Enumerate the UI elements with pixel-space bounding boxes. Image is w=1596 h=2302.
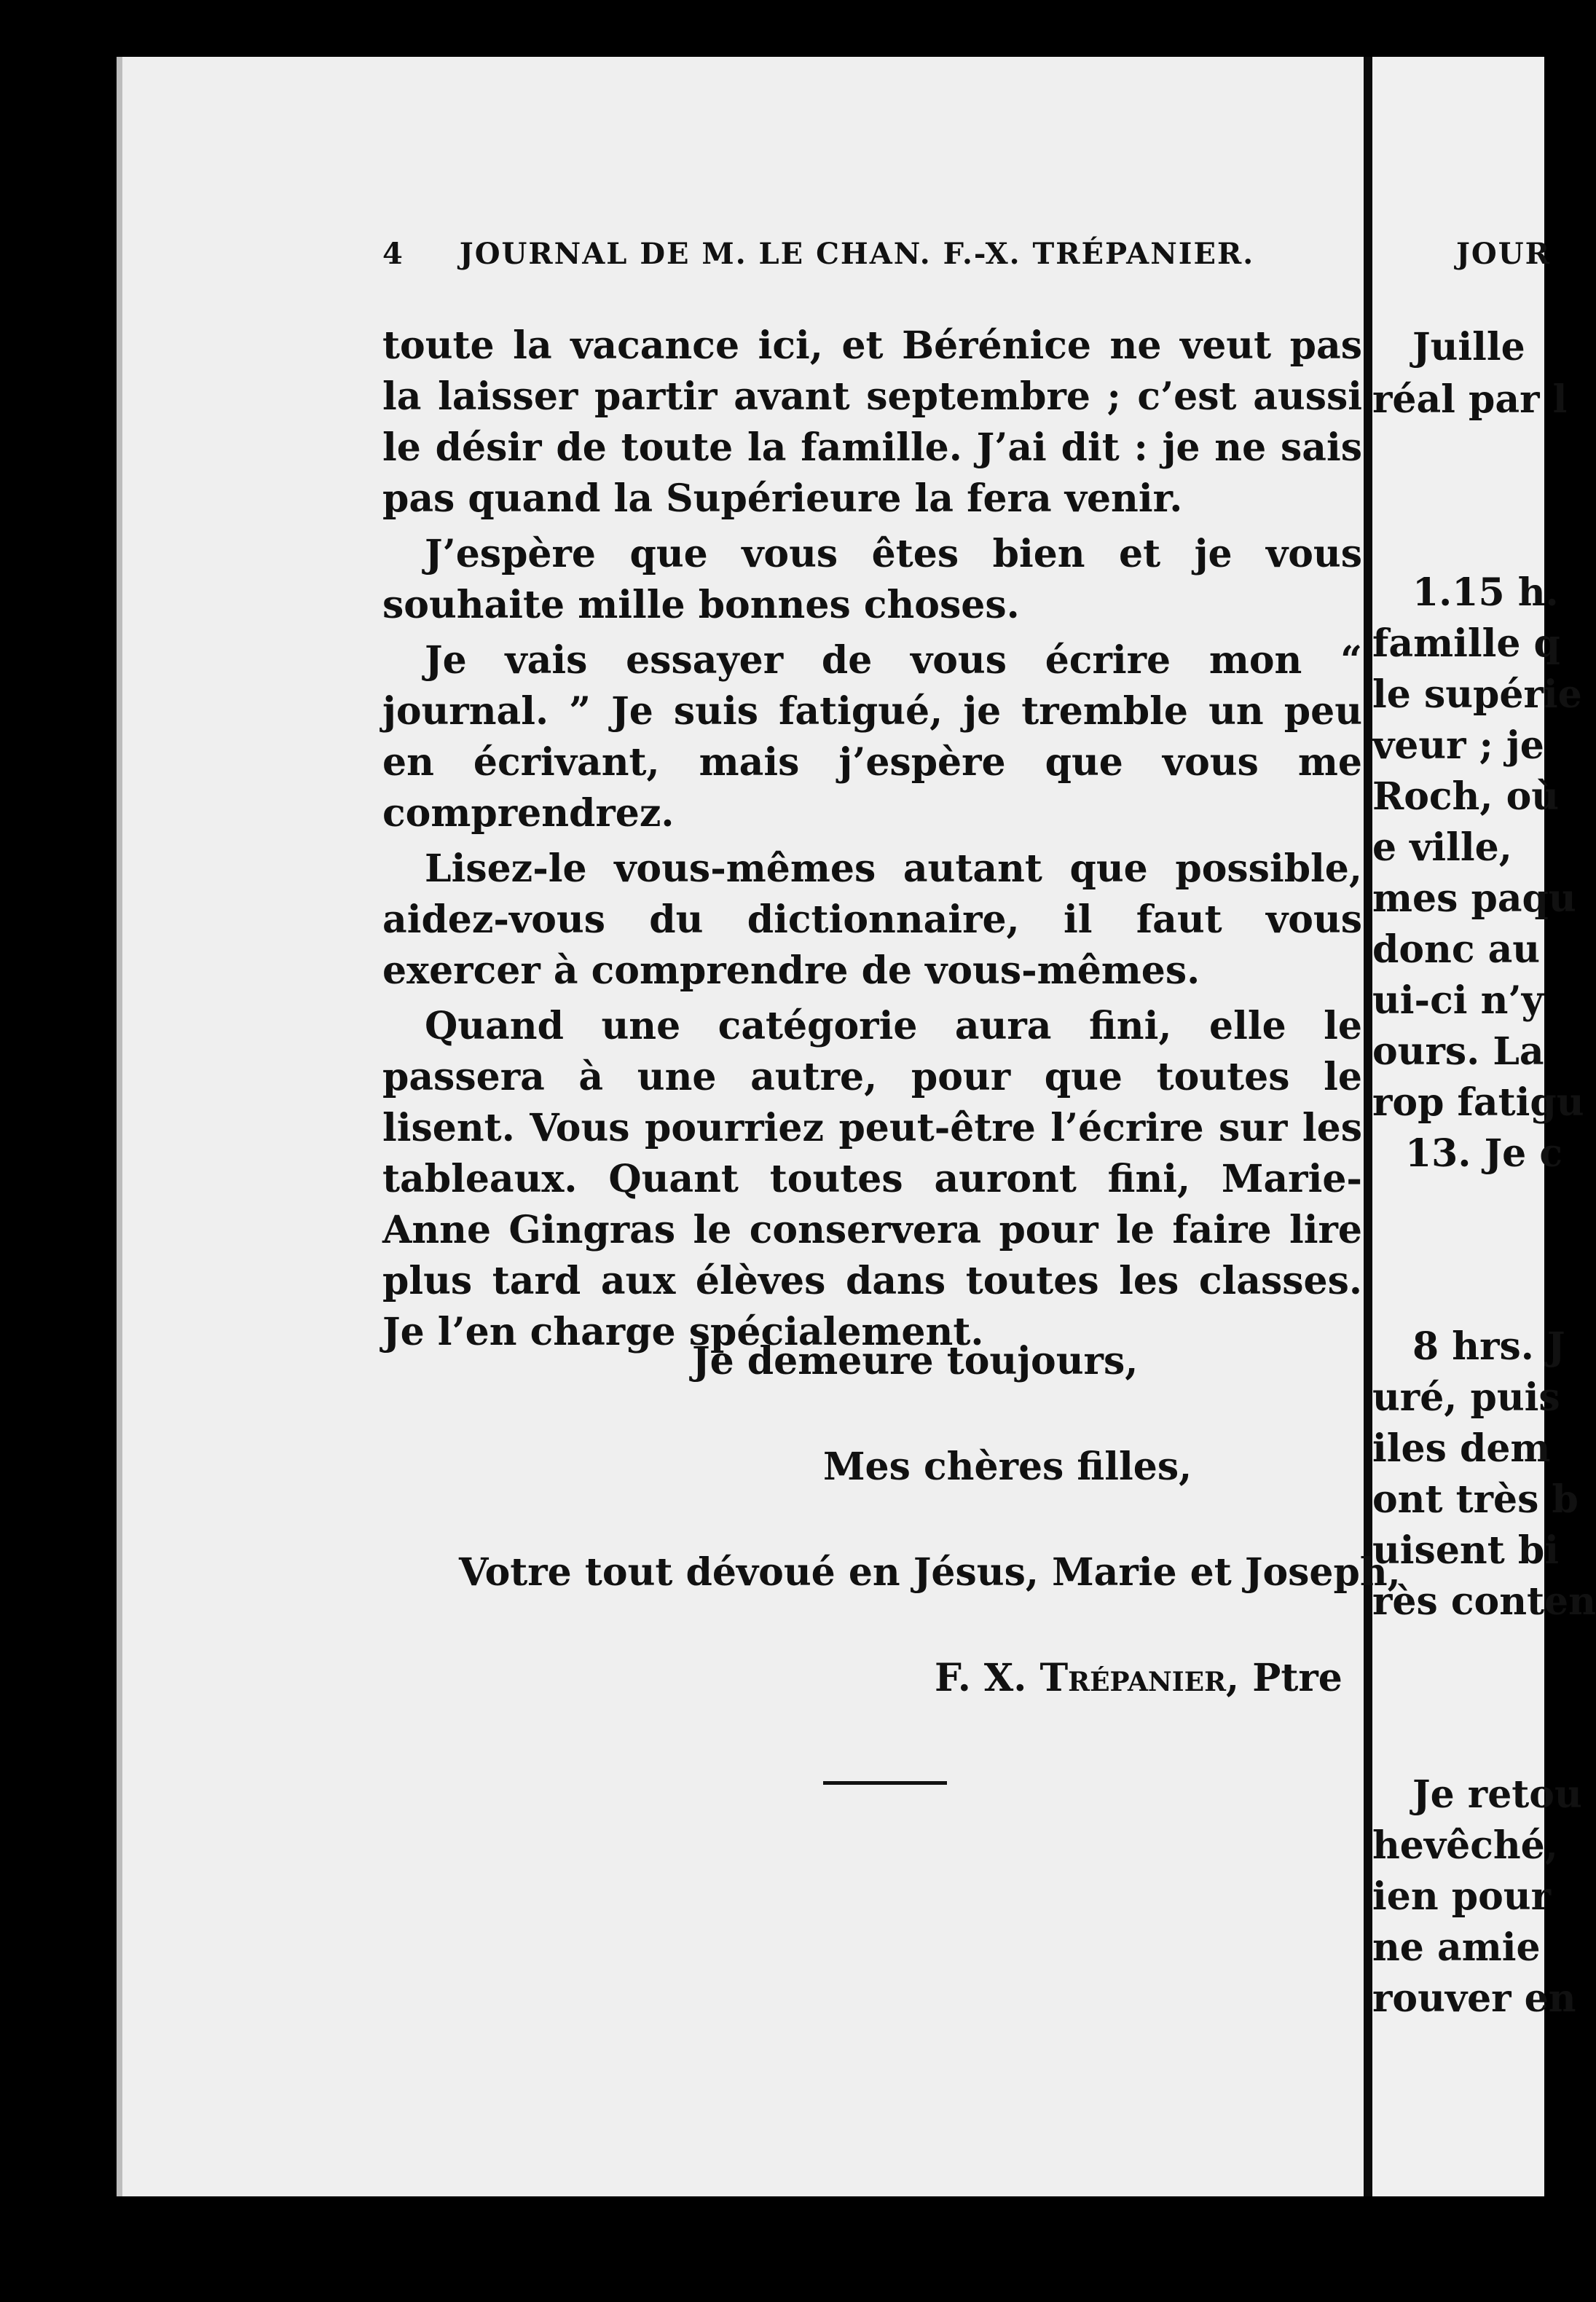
right-line: veur ; je [1372,723,1544,768]
right-line: 13. Je c [1405,1131,1563,1176]
signature-title: Ptre [1252,1656,1343,1700]
paragraph: Je vais essayer de vous écrire mon “ journal. ” Je suis fatigué, je tremble un peu en écrivant, mais j’espère que vous me comprendrez. [382,638,1362,836]
book-gutter [1364,57,1372,2196]
right-line: ui-ci n’y [1372,978,1544,1023]
right-line: Roch, où [1372,774,1560,819]
right-line: mes paqu [1372,876,1576,921]
right-line: 8 hrs. J [1412,1324,1565,1369]
salutation-line: Mes chères filles, [823,1445,1192,1489]
right-line: ne amie [1372,1925,1541,1970]
right-page [1372,57,1596,2196]
paragraph: J’espère que vous êtes bien et je vous souhaite mille bonnes choses. [382,532,1362,627]
right-line: ien pour [1372,1874,1551,1919]
right-line: Juille [1412,325,1525,369]
letter-body [382,321,1362,1362]
valediction-line: Votre tout dévoué en Jésus, Marie et Joseph, [459,1550,1401,1595]
page-number: 4 [382,237,404,271]
right-line: uisent bi [1372,1528,1559,1573]
right-page-header: JOUR [1456,237,1551,271]
right-line: réal par l [1372,377,1568,422]
paragraph: Lisez-le vous-mêmes autant que possible, aidez-vous du dictionnaire, il faut vous exercer à comprendre de vous-mêmes. [382,846,1362,993]
signature-name: Trépanier, [1039,1656,1240,1700]
header-title: JOURNAL DE M. LE CHAN. F.-X. TRÉPANIER. [459,237,1255,271]
right-line: rop fatigu [1372,1080,1584,1125]
closing-rule [823,1781,947,1785]
right-line: famille q [1372,621,1560,666]
right-line: ours. La [1372,1029,1544,1074]
right-line: Je retou [1412,1772,1582,1817]
right-line: rès conten [1372,1579,1596,1624]
right-line: e ville, [1372,825,1512,870]
paragraph: Quand une catégorie aura fini, elle le passera à une autre, pour que toutes le lisent. Vous pourriez peut-être l’écrire sur les tableaux. Quant toutes auront fini, Marie-Anne Gingras le conservera pour le faire lire plus tard aux élèves dans toutes les classes. Je l’en charge spécialement. [382,1004,1362,1354]
signature-initials: F. X. [935,1656,1027,1700]
closing-line: Je demeure toujours, [692,1339,1139,1383]
right-line: uré, puis [1372,1375,1560,1420]
right-line: donc au [1372,927,1541,972]
right-line: iles dem [1372,1426,1551,1471]
right-line: ont très b [1372,1477,1579,1522]
paragraph: toute la vacance ici, et Bérénice ne veut pas la laisser partir avant septembre ; c’est aussi le désir de toute la famille. J’ai dit : je ne sais pas quand la Supérieure la fera venir. [382,323,1362,521]
right-line: le supérie [1372,672,1582,717]
right-line: rouver en [1372,1976,1576,2021]
running-header [382,237,1254,271]
right-line: 1.15 h. [1412,570,1559,615]
right-line: hevêché, [1372,1823,1558,1868]
signature [935,1656,1343,1700]
